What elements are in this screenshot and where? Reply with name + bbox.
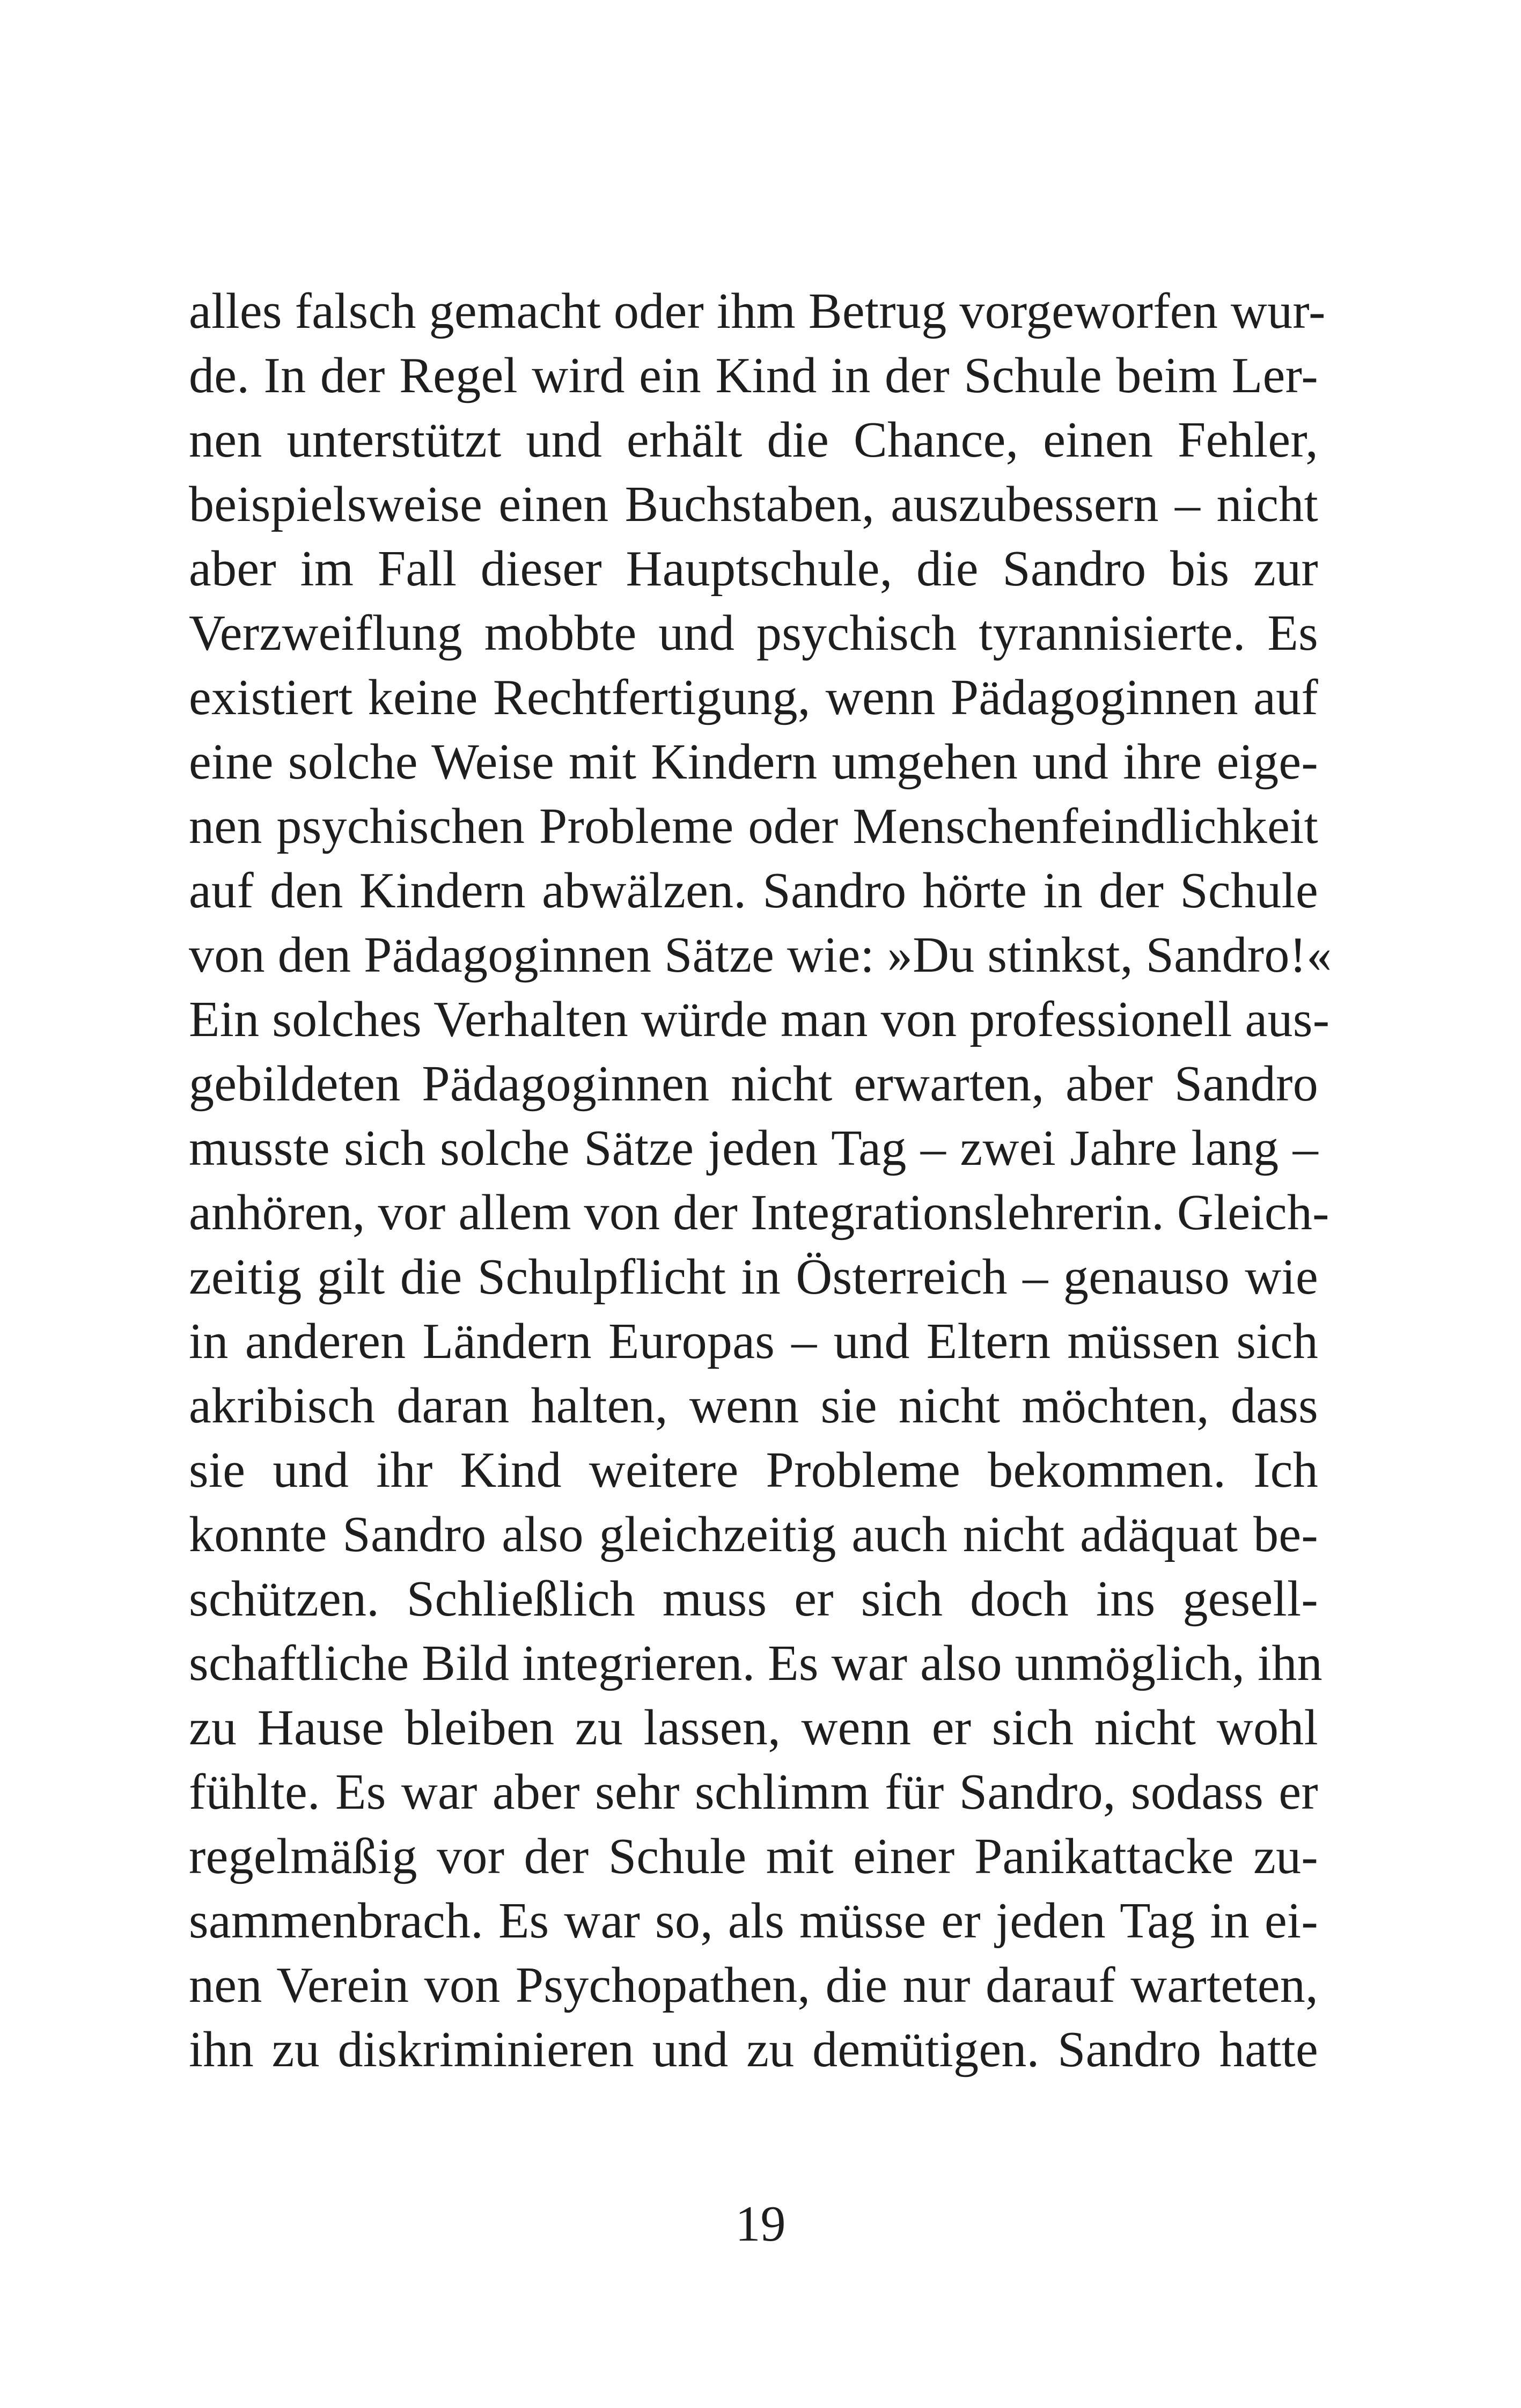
text-line: de. In der Regel wird ein Kind in der Schule beim Ler-: [189, 348, 1318, 403]
text-line: konnte Sandro also gleichzeitig auch nicht adäquat be-: [189, 1507, 1318, 1562]
body-text: [189, 279, 1332, 2082]
text-line: musste sich solche Sätze jeden Tag – zwei Jahre lang –: [189, 1120, 1318, 1176]
text-line: alles falsch gemacht oder ihm Betrug vorgeworfen wur-: [189, 283, 1326, 339]
text-line: Ein solches Verhalten würde man von professionell aus-: [189, 992, 1330, 1047]
text-line: zu Hause bleiben zu lassen, wenn er sich nicht wohl: [189, 1700, 1318, 1756]
text-line: regelmäßig vor der Schule mit einer Panikattacke zu-: [189, 1829, 1318, 1884]
text-line: schaftliche Bild integrieren. Es war also unmöglich, ihn: [189, 1635, 1322, 1691]
text-line: in anderen Ländern Europas – und Eltern müssen sich: [189, 1313, 1318, 1369]
text-line: existiert keine Rechtfertigung, wenn Pädagoginnen auf: [189, 670, 1318, 725]
text-line: nen Verein von Psychopathen, die nur darauf warteten,: [189, 1957, 1318, 2013]
text-line: schützen. Schließlich muss er sich doch ins gesell-: [189, 1571, 1318, 1627]
text-line: zeitig gilt die Schulpflicht in Österreich – genauso wie: [189, 1249, 1318, 1305]
text-line: auf den Kindern abwälzen. Sandro hörte in der Schule: [189, 863, 1318, 919]
text-line: sammenbrach. Es war so, als müsse er jeden Tag in ei-: [189, 1893, 1318, 1949]
text-line: nen unterstützt und erhält die Chance, einen Fehler,: [189, 412, 1318, 468]
text-line: eine solche Weise mit Kindern umgehen und ihre eige-: [189, 734, 1318, 790]
text-line: sie und ihr Kind weitere Probleme bekommen. Ich: [189, 1442, 1318, 1498]
text-line: von den Pädagoginnen Sätze wie: »Du stinkst, Sandro!«: [189, 927, 1332, 983]
text-line: beispielsweise einen Buchstaben, auszubessern – nicht: [189, 476, 1318, 532]
text-line: ihn zu diskriminieren und zu demütigen. Sandro hatte: [189, 2022, 1318, 2077]
text-line: gebildeten Pädagoginnen nicht erwarten, aber Sandro: [189, 1056, 1318, 1112]
text-line: Verzweiflung mobbte und psychisch tyrannisierte. Es: [189, 605, 1318, 661]
text-line: akribisch daran halten, wenn sie nicht möchten, dass: [189, 1378, 1318, 1434]
text-line: nen psychischen Probleme oder Menschenfeindlichkeit: [189, 798, 1318, 854]
page-number: 19: [735, 2196, 786, 2252]
text-line: fühlte. Es war aber sehr schlimm für Sandro, sodass er: [189, 1764, 1318, 1820]
text-line: anhören, vor allem von der Integrationslehrerin. Gleich-: [189, 1185, 1329, 1240]
text-line: aber im Fall dieser Hauptschule, die Sandro bis zur: [189, 541, 1318, 597]
